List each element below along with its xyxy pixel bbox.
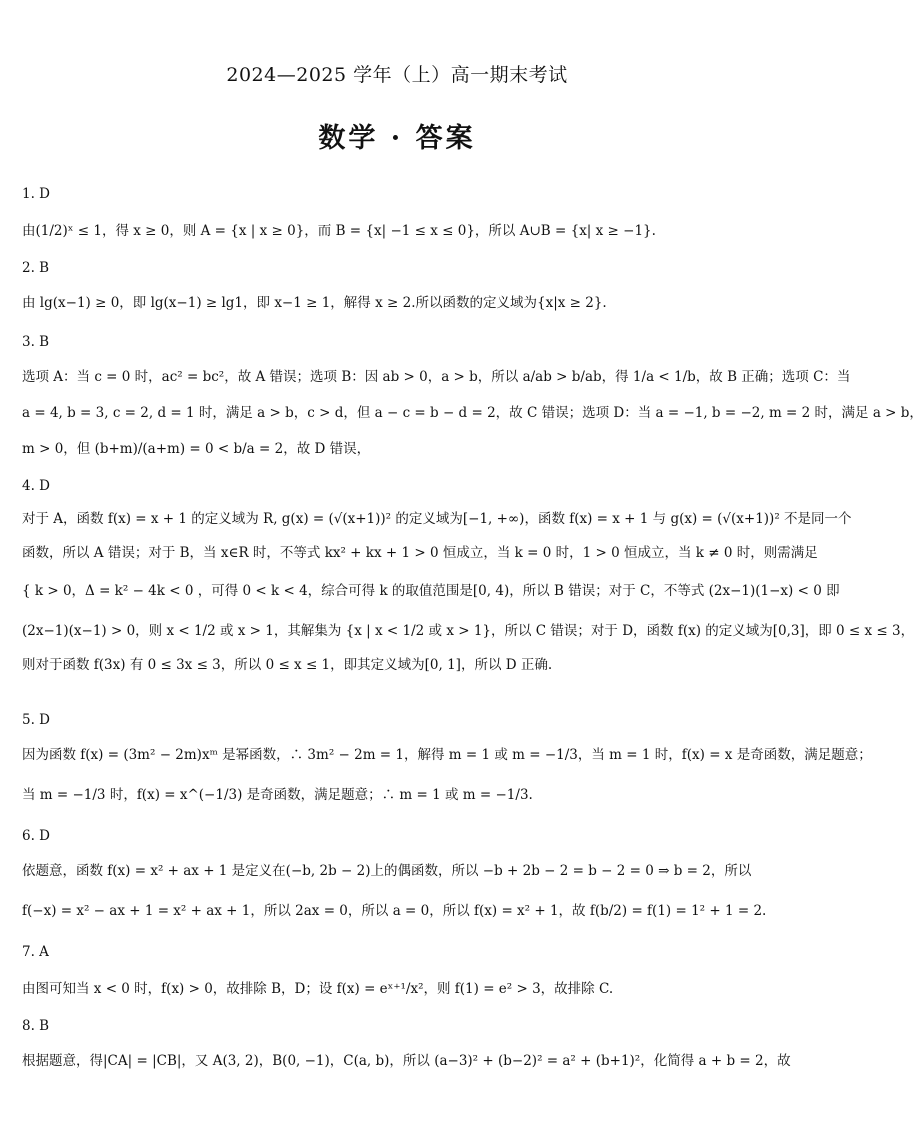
answer-line: 由 lg(x−1) ≥ 0，即 lg(x−1) ≥ lg1，即 x−1 ≥ 1，解得 x ≥ 2.所以函数的定义域为{x|x ≥ 2}. bbox=[22, 295, 607, 311]
answer-line: 当 m = −1/3 时，f(x) = x^(−1/3) 是奇函数，满足题意；∴ m = 1 或 m = −1/3. bbox=[22, 787, 533, 803]
answer-line: 因为函数 f(x) = (3m² − 2m)xᵐ 是幂函数，∴ 3m² − 2m = 1，解得 m = 1 或 m = −1/3，当 m = 1 时，f(x) = x 是奇函数，满足题意； bbox=[22, 747, 872, 763]
answer-line: 由(1/2)ˣ ≤ 1，得 x ≥ 0，则 A = {x | x ≥ 0}，而 B = {x| −1 ≤ x ≤ 0}，所以 A∪B = {x| x ≥ −1}. bbox=[22, 223, 656, 239]
answer-line: m > 0，但 (b+m)/(a+m) = 0 < b/a = 2，故 D 错误， bbox=[22, 441, 371, 457]
answer-number: 7. A bbox=[22, 944, 49, 960]
answer-line: 对于 A，函数 f(x) = x + 1 的定义域为 R, g(x) = (√(x+1))² 的定义域为[−1, +∞)，函数 f(x) = x + 1 与 g(x) = (√(x+1))² 不是同一个 bbox=[22, 511, 852, 527]
answer-number: 2. B bbox=[22, 260, 50, 276]
answer-item bbox=[22, 330, 923, 460]
answer-item bbox=[22, 474, 914, 676]
answer-line: f(−x) = x² − ax + 1 = x² + ax + 1，所以 2ax = 0，所以 a = 0，所以 f(x) = x² + 1，故 f(b/2) = f(1) = 1² + 1 = 2. bbox=[22, 903, 767, 919]
answer-line: { k > 0，Δ = k² − 4k < 0 ，可得 0 < k < 4，综合可得 k 的取值范围是[0, 4)，所以 B 错误；对于 C，不等式 (2x−1)(1−x) < 0 即 bbox=[22, 583, 840, 599]
answer-item bbox=[22, 182, 656, 242]
answer-item bbox=[22, 708, 872, 806]
subject-title: 数学 · 答案 bbox=[318, 123, 476, 154]
answer-line: 选项 A：当 c = 0 时，ac² = bc²，故 A 错误；选项 B：因 ab > 0，a > b，所以 a/ab > b/ab，得 1/a < 1/b，故 B 正确；选项 C：当 bbox=[22, 369, 851, 385]
answer-number: 4. D bbox=[22, 478, 50, 494]
answer-number: 5. D bbox=[22, 712, 50, 728]
answer-item bbox=[22, 940, 613, 1000]
answer-item bbox=[22, 1014, 791, 1072]
answer-number: 1. D bbox=[22, 186, 50, 202]
answer-line: 函数，所以 A 错误；对于 B，当 x∈R 时，不等式 kx² + kx + 1 > 0 恒成立，当 k = 0 时，1 > 0 恒成立，当 k ≠ 0 时，则需满足 bbox=[22, 545, 818, 561]
answer-line: 依题意，函数 f(x) = x² + ax + 1 是定义在(−b, 2b − 2)上的偶函数，所以 −b + 2b − 2 = b − 2 = 0 ⇒ b = 2，所以 bbox=[22, 863, 752, 879]
answer-line: a = 4, b = 3, c = 2, d = 1 时，满足 a > b，c > d，但 a − c = b − d = 2，故 C 错误；选项 D：当 a = −1, b = −2, m = 2 时，满足 a > b， bbox=[22, 405, 923, 421]
answer-item bbox=[22, 824, 766, 922]
answer-number: 8. B bbox=[22, 1018, 50, 1034]
answer-line: 根据题意，得|CA| = |CB|，又 A(3, 2)，B(0, −1)，C(a, b)，所以 (a−3)² + (b−2)² = a² + (b+1)²，化简得 a + b = 2，故 bbox=[22, 1053, 791, 1069]
exam-title: 2024—2025 学年（上）高一期末考试 bbox=[226, 64, 568, 86]
answer-number: 3. B bbox=[22, 334, 50, 350]
answer-line: 则对于函数 f(3x) 有 0 ≤ 3x ≤ 3，所以 0 ≤ x ≤ 1，即其定义域为[0, 1]，所以 D 正确. bbox=[22, 657, 553, 673]
answer-number: 6. D bbox=[22, 828, 50, 844]
answer-line: 由图可知当 x < 0 时，f(x) > 0，故排除 B，D；设 f(x) = eˣ⁺¹/x²，则 f(1) = e² > 3，故排除 C. bbox=[22, 981, 614, 997]
answer-item bbox=[22, 256, 607, 314]
answer-line: (2x−1)(x−1) > 0，则 x < 1/2 或 x > 1，其解集为 {x | x < 1/2 或 x > 1}，所以 C 错误；对于 D，函数 f(x) 的定义域为[0,3]，即 0 ≤ x ≤ 3， bbox=[22, 623, 915, 639]
